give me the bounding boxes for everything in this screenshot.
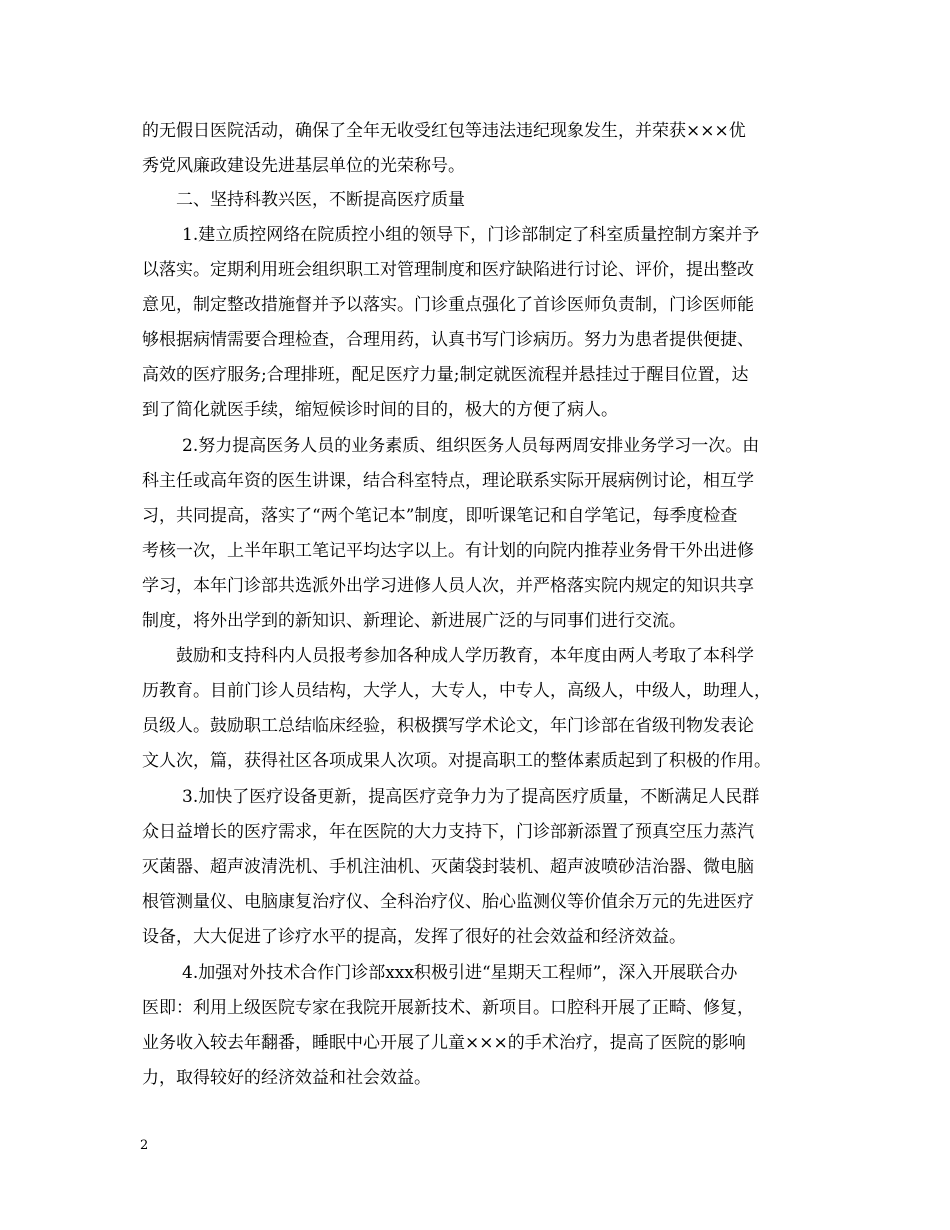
- text-line-17: 历教育。目前门诊人员结构，大学人，大专人，中专人，高级人，中级人，助理人，: [142, 681, 771, 701]
- text-line-2: 秀党风廉政建设先进基层单位的光荣称号。: [142, 156, 465, 176]
- text-line-23: 根管测量仪、电脑康复治疗仪、全科治疗仪、胎心监测仪等价值余万元的先进医疗: [142, 892, 754, 912]
- text-line-25: 4.加强对外技术合作门诊部xxx积极引进“星期天工程师”，深入开展联合办: [182, 963, 738, 983]
- text-line-24: 设备，大大促进了诊疗水平的提高，发挥了很好的社会效益和经济效益。: [142, 927, 686, 947]
- text-line-26: 医即：利用上级医院专家在我院开展新技术、新项目。口腔科开展了正畸、修复，: [142, 998, 754, 1018]
- text-line-15: 制度，将外出学到的新知识、新理论、新进展广泛的与同事们进行交流。: [142, 611, 686, 631]
- text-line-18: 员级人。鼓励职工总结临床经验，积极撰写学术论文，年门诊部在省级刊物发表论: [142, 716, 754, 736]
- text-line-7: 够根据病情需要合理检查，合理用药，认真书写门诊病历。努力为患者提供便捷、: [142, 330, 754, 350]
- text-line-16: 鼓励和支持科内人员报考参加各种成人学历教育，本年度由两人考取了本科学: [176, 646, 754, 666]
- text-line-21: 众日益增长的医疗需求，年在医院的大力支持下，门诊部新添置了预真空压力蒸汽: [142, 822, 754, 842]
- text-line-4: 1.建立质控网络在院质控小组的领导下，门诊部制定了科室质量控制方案并予: [182, 225, 760, 245]
- text-line-8: 高效的医疗服务;合理排班，配足医疗力量;制定就医流程并悬挂过于醒目位置，达: [142, 365, 749, 385]
- text-line-12: 习，共同提高，落实了“两个笔记本”制度，即听课笔记和自学笔记，每季度检查: [142, 506, 738, 526]
- text-line-19: 文人次，篇，获得社区各项成果人次项。对提高职工的整体素质起到了积极的作用。: [142, 751, 771, 771]
- text-line-22: 灭菌器、超声波清洗机、手机注油机、灭菌袋封装机、超声波喷砂洁治器、微电脑: [142, 857, 754, 877]
- text-line-28: 力，取得较好的经济效益和社会效益。: [142, 1068, 431, 1088]
- text-line-27: 业务收入较去年翻番，睡眠中心开展了儿童×××的手术治疗，提高了医院的影响: [142, 1033, 746, 1053]
- text-line-6: 意见，制定整改措施督并予以落实。门诊重点强化了首诊医师负责制，门诊医师能: [142, 295, 754, 315]
- text-line-14: 学习，本年门诊部共选派外出学习进修人员人次，并严格落实院内规定的知识共享: [142, 576, 754, 596]
- section-heading: 二、坚持科教兴医，不断提高医疗质量: [176, 190, 465, 210]
- text-line-9: 到了简化就医手续，缩短候诊时间的目的，极大的方便了病人。: [142, 400, 618, 420]
- text-line-5: 以落实。定期利用班会组织职工对管理制度和医疗缺陷进行讨论、评价，提出整改: [142, 260, 754, 280]
- text-line-1: 的无假日医院活动，确保了全年无收受红包等违法违纪现象发生，并荣获×××优: [142, 121, 746, 141]
- text-line-10: 2.努力提高医务人员的业务素质、组织医务人员每两周安排业务学习一次。由: [182, 436, 760, 456]
- page-number: 2: [140, 1138, 149, 1153]
- text-line-11: 科主任或高年资的医生讲课，结合科室特点，理论联系实际开展病例讨论，相互学: [142, 471, 754, 491]
- text-line-13: 考核一次，上半年职工笔记平均达字以上。有计划的向院内推荐业务骨干外出进修: [142, 541, 754, 561]
- text-line-20: 3.加快了医疗设备更新，提高医疗竞争力为了提高医疗质量，不断满足人民群: [182, 787, 760, 807]
